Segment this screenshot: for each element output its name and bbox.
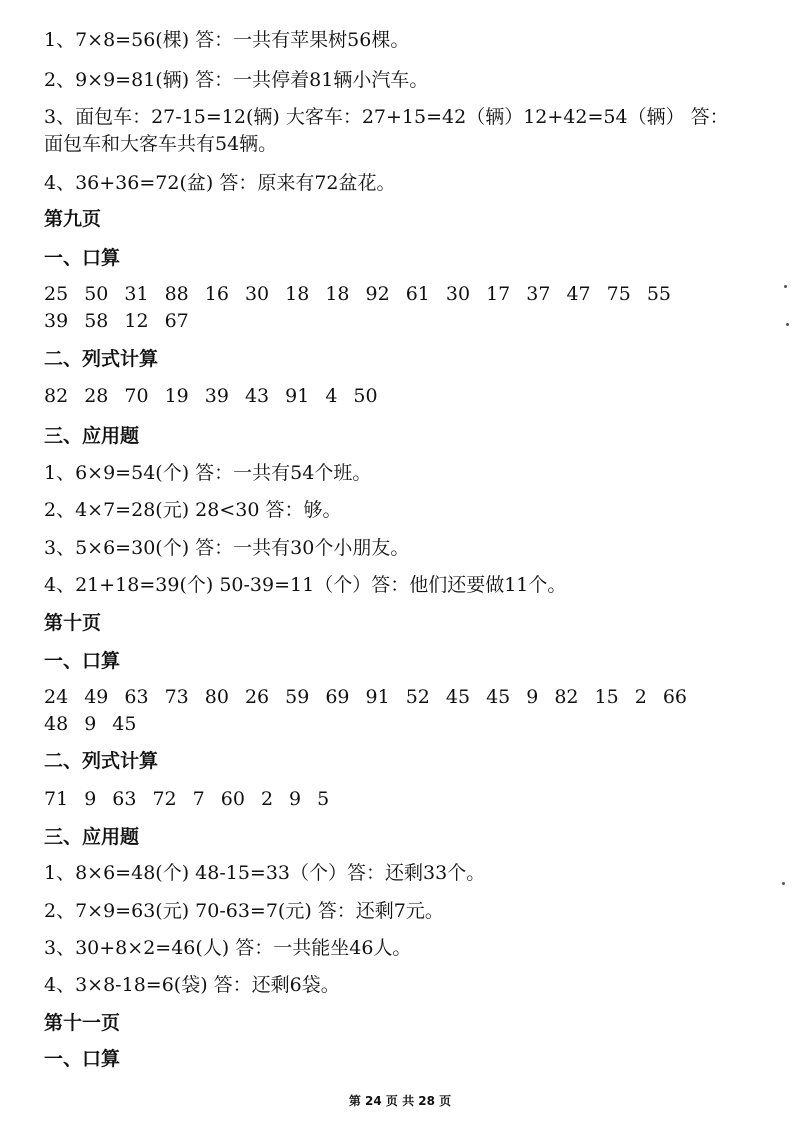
- number-value: 19: [164, 385, 189, 407]
- number-value: 9: [526, 686, 539, 708]
- number-value: 26: [244, 686, 270, 708]
- number-value: 9: [84, 713, 97, 735]
- number-value: 47: [566, 283, 591, 305]
- number-value: 37: [526, 283, 551, 305]
- number-value: 91: [365, 686, 390, 708]
- number-value: 82: [44, 385, 69, 407]
- number-value: 45: [486, 686, 511, 708]
- number-value: 71: [44, 788, 69, 810]
- number-value: 18: [325, 283, 350, 305]
- number-value: 31: [124, 283, 149, 305]
- scan-speck: [784, 285, 787, 288]
- word-problems-heading: 三、应用题: [44, 425, 140, 447]
- section-title-page10: 第十页: [44, 612, 102, 634]
- number-value: 28: [84, 385, 109, 407]
- number-value: 39: [204, 385, 229, 407]
- word-problem-answer: 4、3×8-18=6(袋) 答：还剩6袋。: [44, 974, 340, 996]
- number-value: 91: [285, 385, 310, 407]
- oral-calc-row: [44, 308, 205, 334]
- oral-calc-heading: 一、口算: [44, 1048, 121, 1070]
- section-title-page9: 第九页: [44, 208, 102, 230]
- number-value: 52: [405, 686, 430, 708]
- number-value: 61: [405, 283, 430, 305]
- column-calc-row: [44, 786, 345, 812]
- number-value: 12: [124, 310, 149, 332]
- scan-speck: [786, 323, 789, 326]
- column-calc-heading: 二、列式计算: [44, 750, 159, 772]
- column-calc-row: [44, 383, 394, 409]
- number-value: 69: [325, 686, 350, 708]
- word-problem-answer: 2、4×7=28(元) 28<30 答：够。: [44, 499, 342, 521]
- answer-line: 3、面包车：27-15=12(辆) 大客车：27+15=42（辆）12+42=54（辆） 答：: [44, 106, 729, 128]
- number-value: 58: [84, 310, 109, 332]
- oral-calc-row: [44, 684, 703, 710]
- word-problems-heading: 三、应用题: [44, 826, 140, 848]
- number-value: 60: [220, 788, 245, 810]
- number-value: 15: [594, 686, 619, 708]
- number-value: 25: [44, 283, 69, 305]
- number-value: 73: [164, 686, 189, 708]
- number-value: 30: [445, 283, 471, 305]
- section-title-page11: 第十一页: [44, 1012, 121, 1034]
- number-value: 67: [164, 310, 189, 332]
- number-value: 48: [44, 713, 69, 735]
- oral-calc-heading: 一、口算: [44, 650, 121, 672]
- word-problem-answer: 1、8×6=48(个) 48-15=33（个）答：还剩33个。: [44, 862, 486, 884]
- number-value: 82: [554, 686, 579, 708]
- number-value: 72: [152, 788, 177, 810]
- page-footer: 第 24 页 共 28 页: [348, 1094, 452, 1108]
- answer-line: 1、7×8=56(棵) 答：一共有苹果树56棵。: [44, 29, 410, 51]
- answer-line: 4、36+36=72(盆) 答：原来有72盆花。: [44, 172, 396, 194]
- oral-calc-row: [44, 711, 152, 737]
- word-problem-answer: 2、7×9=63(元) 70-63=7(元) 答：还剩7元。: [44, 900, 444, 922]
- word-problem-answer: 4、21+18=39(个) 50-39=11（个）答：他们还要做11个。: [44, 574, 567, 596]
- number-value: 59: [285, 686, 310, 708]
- number-value: 55: [646, 283, 671, 305]
- number-value: 50: [84, 283, 109, 305]
- number-value: 7: [192, 788, 205, 810]
- number-value: 63: [112, 788, 137, 810]
- oral-calc-row: [44, 281, 687, 307]
- number-value: 50: [353, 385, 378, 407]
- number-value: 70: [124, 385, 149, 407]
- word-problem-answer: 3、5×6=30(个) 答：一共有30个小朋友。: [44, 537, 410, 559]
- answer-line: 面包车和大客车共有54辆。: [44, 133, 278, 155]
- number-value: 45: [112, 713, 137, 735]
- number-value: 80: [204, 686, 229, 708]
- number-value: 63: [124, 686, 149, 708]
- number-value: 45: [445, 686, 471, 708]
- number-value: 88: [164, 283, 189, 305]
- number-value: 43: [244, 385, 270, 407]
- word-problem-answer: 1、6×9=54(个) 答：一共有54个班。: [44, 462, 372, 484]
- number-value: 4: [325, 385, 338, 407]
- oral-calc-heading: 一、口算: [44, 247, 121, 269]
- number-value: 39: [44, 310, 69, 332]
- number-value: 9: [84, 788, 97, 810]
- number-value: 2: [634, 686, 647, 708]
- number-value: 24: [44, 686, 69, 708]
- number-value: 5: [317, 788, 330, 810]
- number-value: 49: [84, 686, 109, 708]
- number-value: 18: [285, 283, 310, 305]
- number-value: 9: [289, 788, 302, 810]
- number-value: 66: [662, 686, 687, 708]
- answer-line: 2、9×9=81(辆) 答：一共停着81辆小汽车。: [44, 69, 429, 91]
- scan-speck: [782, 882, 785, 885]
- number-value: 16: [204, 283, 229, 305]
- number-value: 30: [244, 283, 270, 305]
- word-problem-answer: 3、30+8×2=46(人) 答：一共能坐46人。: [44, 937, 412, 959]
- number-value: 75: [606, 283, 631, 305]
- column-calc-heading: 二、列式计算: [44, 348, 159, 370]
- number-value: 92: [365, 283, 390, 305]
- number-value: 17: [486, 283, 511, 305]
- number-value: 2: [260, 788, 274, 810]
